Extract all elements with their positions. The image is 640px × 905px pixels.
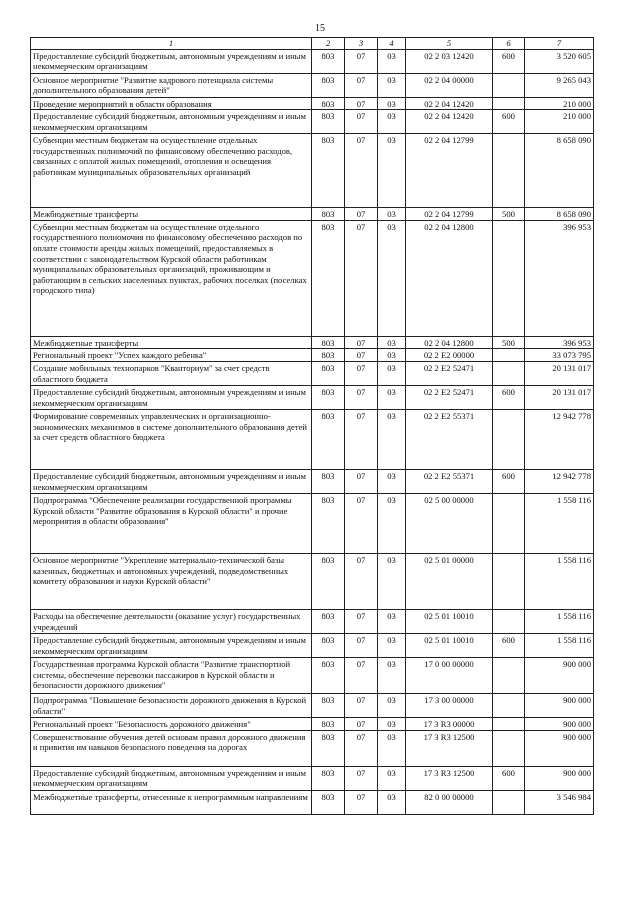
target-article-code: 02 2 E2 52471 <box>406 385 493 409</box>
amount: 20 131 017 <box>525 361 594 385</box>
subsection-code: 03 <box>378 657 406 693</box>
subsection-code: 03 <box>378 49 406 73</box>
expense-type-code <box>493 493 525 553</box>
table-body <box>31 49 594 814</box>
row-name: Создание мобильных технопарков "Кванториум" за счет средств областного бюджета <box>31 361 312 385</box>
expense-type-code: 500 <box>493 336 525 349</box>
ved-code: 803 <box>312 385 345 409</box>
section-code: 07 <box>345 97 378 110</box>
target-article-code: 02 2 E2 55371 <box>406 409 493 469</box>
subsection-code: 03 <box>378 361 406 385</box>
ved-code: 803 <box>312 110 345 134</box>
ved-code: 803 <box>312 493 345 553</box>
subsection-code: 03 <box>378 220 406 336</box>
section-code: 07 <box>345 553 378 609</box>
target-article-code: 82 0 00 00000 <box>406 790 493 814</box>
ved-code: 803 <box>312 766 345 790</box>
ved-code: 803 <box>312 349 345 362</box>
table-row <box>31 336 594 349</box>
expense-type-code <box>493 657 525 693</box>
table-row <box>31 97 594 110</box>
expense-type-code <box>493 717 525 730</box>
subsection-code: 03 <box>378 730 406 766</box>
column-number: 7 <box>525 38 594 50</box>
subsection-code: 03 <box>378 609 406 633</box>
subsection-code: 03 <box>378 208 406 221</box>
subsection-code: 03 <box>378 110 406 134</box>
section-code: 07 <box>345 134 378 208</box>
expense-type-code: 500 <box>493 208 525 221</box>
subsection-code: 03 <box>378 336 406 349</box>
target-article-code: 02 2 03 12420 <box>406 49 493 73</box>
expense-type-code <box>493 361 525 385</box>
expense-type-code <box>493 693 525 717</box>
ved-code: 803 <box>312 469 345 493</box>
section-code: 07 <box>345 110 378 134</box>
column-number: 2 <box>312 38 345 50</box>
section-code: 07 <box>345 790 378 814</box>
target-article-code: 17 3 R3 12500 <box>406 730 493 766</box>
section-code: 07 <box>345 336 378 349</box>
table-row <box>31 609 594 633</box>
subsection-code: 03 <box>378 469 406 493</box>
section-code: 07 <box>345 409 378 469</box>
amount: 1 558 116 <box>525 609 594 633</box>
section-code: 07 <box>345 657 378 693</box>
subsection-code: 03 <box>378 134 406 208</box>
row-name: Межбюджетные трансферты, отнесенные к непрограммным направлениям <box>31 790 312 814</box>
section-code: 07 <box>345 717 378 730</box>
expense-type-code: 600 <box>493 110 525 134</box>
table-row <box>31 49 594 73</box>
row-name: Основное мероприятие "Укрепление материально-технической базы казенных, бюджетных и автономных учреждений, подведомственных комитету образования и науки Курской области" <box>31 553 312 609</box>
column-number-row <box>31 38 594 50</box>
ved-code: 803 <box>312 49 345 73</box>
ved-code: 803 <box>312 409 345 469</box>
table-row <box>31 73 594 97</box>
row-name: Подпрограмма "Повышение безопасности дорожного движения в Курской области" <box>31 693 312 717</box>
ved-code: 803 <box>312 693 345 717</box>
target-article-code: 02 5 01 00000 <box>406 553 493 609</box>
row-name: Предоставление субсидий бюджетным, автономным учреждениям и иным некоммерческим организациям <box>31 469 312 493</box>
ved-code: 803 <box>312 73 345 97</box>
amount: 900 000 <box>525 730 594 766</box>
row-name: Предоставление субсидий бюджетным, автономным учреждениям и иным некоммерческим организациям <box>31 766 312 790</box>
amount: 8 658 090 <box>525 134 594 208</box>
subsection-code: 03 <box>378 766 406 790</box>
amount: 900 000 <box>525 717 594 730</box>
row-name: Расходы на обеспечение деятельности (оказание услуг) государственных учреждений <box>31 609 312 633</box>
subsection-code: 03 <box>378 717 406 730</box>
expense-type-code <box>493 409 525 469</box>
column-number: 1 <box>31 38 312 50</box>
target-article-code: 17 3 00 00000 <box>406 693 493 717</box>
table-row <box>31 409 594 469</box>
table-row <box>31 693 594 717</box>
page-number: 15 <box>315 23 325 34</box>
section-code: 07 <box>345 208 378 221</box>
row-name: Предоставление субсидий бюджетным, автономным учреждениям и иным некоммерческим организациям <box>31 385 312 409</box>
section-code: 07 <box>345 361 378 385</box>
section-code: 07 <box>345 220 378 336</box>
target-article-code: 02 2 E2 55371 <box>406 469 493 493</box>
amount: 1 558 116 <box>525 493 594 553</box>
target-article-code: 17 0 00 00000 <box>406 657 493 693</box>
section-code: 07 <box>345 49 378 73</box>
section-code: 07 <box>345 766 378 790</box>
expense-type-code: 600 <box>493 469 525 493</box>
amount: 396 953 <box>525 336 594 349</box>
table-row <box>31 361 594 385</box>
amount: 210 000 <box>525 97 594 110</box>
expense-type-code <box>493 73 525 97</box>
row-name: Предоставление субсидий бюджетным, автономным учреждениям и иным некоммерческим организациям <box>31 49 312 73</box>
section-code: 07 <box>345 493 378 553</box>
row-name: Субвенции местным бюджетам на осуществление отдельных государственных полномочий по финансовому обеспечению расходов, связанных с оплатой жилых помещений, отопления и освещения работникам муниципальных образовательных организаций <box>31 134 312 208</box>
section-code: 07 <box>345 693 378 717</box>
budget-table <box>30 37 594 815</box>
table-row <box>31 790 594 814</box>
amount: 1 558 116 <box>525 633 594 657</box>
row-name: Региональный проект "Успех каждого ребенка" <box>31 349 312 362</box>
expense-type-code <box>493 134 525 208</box>
subsection-code: 03 <box>378 693 406 717</box>
target-article-code: 02 2 04 12800 <box>406 220 493 336</box>
row-name: Формирование современных управленческих и организационно-экономических механизмов в системе дополнительного образования детей за счет средств областного бюджета <box>31 409 312 469</box>
column-number: 6 <box>493 38 525 50</box>
target-article-code: 02 2 E2 00000 <box>406 349 493 362</box>
ved-code: 803 <box>312 609 345 633</box>
expense-type-code <box>493 730 525 766</box>
expense-type-code <box>493 790 525 814</box>
subsection-code: 03 <box>378 385 406 409</box>
amount: 900 000 <box>525 693 594 717</box>
table-row <box>31 349 594 362</box>
target-article-code: 02 2 04 12799 <box>406 134 493 208</box>
target-article-code: 02 2 04 12799 <box>406 208 493 221</box>
target-article-code: 17 3 R3 00000 <box>406 717 493 730</box>
amount: 33 073 795 <box>525 349 594 362</box>
expense-type-code <box>493 609 525 633</box>
amount: 210 000 <box>525 110 594 134</box>
section-code: 07 <box>345 730 378 766</box>
ved-code: 803 <box>312 633 345 657</box>
amount: 900 000 <box>525 657 594 693</box>
ved-code: 803 <box>312 208 345 221</box>
row-name: Межбюджетные трансферты <box>31 208 312 221</box>
table-row <box>31 385 594 409</box>
target-article-code: 02 5 01 10010 <box>406 633 493 657</box>
expense-type-code <box>493 220 525 336</box>
amount: 3 520 605 <box>525 49 594 73</box>
target-article-code: 02 5 01 10010 <box>406 609 493 633</box>
amount: 900 000 <box>525 766 594 790</box>
table-row <box>31 553 594 609</box>
table-row <box>31 730 594 766</box>
table-row <box>31 220 594 336</box>
row-name: Проведение мероприятий в области образования <box>31 97 312 110</box>
subsection-code: 03 <box>378 553 406 609</box>
row-name: Предоставление субсидий бюджетным, автономным учреждениям и иным некоммерческим организациям <box>31 110 312 134</box>
subsection-code: 03 <box>378 73 406 97</box>
target-article-code: 02 2 04 12800 <box>406 336 493 349</box>
subsection-code: 03 <box>378 633 406 657</box>
row-name: Субвенции местным бюджетам на осуществление отдельного государственного полномочия по финансовому обеспечению расходов по оплате стоимости аренды жилых помещений, предоставляемых в соответствии с законодательством Курской области работникам муниципальных образовательных организаций, проживающим и работающим в сельских населенных пунктах, рабочих поселках (поселках городского типа) <box>31 220 312 336</box>
amount: 20 131 017 <box>525 385 594 409</box>
expense-type-code: 600 <box>493 766 525 790</box>
section-code: 07 <box>345 385 378 409</box>
subsection-code: 03 <box>378 97 406 110</box>
table-row <box>31 633 594 657</box>
target-article-code: 02 2 04 12420 <box>406 110 493 134</box>
table-row <box>31 110 594 134</box>
amount: 1 558 116 <box>525 553 594 609</box>
target-article-code: 02 2 04 12420 <box>406 97 493 110</box>
target-article-code: 02 5 00 00000 <box>406 493 493 553</box>
target-article-code: 02 2 04 00000 <box>406 73 493 97</box>
subsection-code: 03 <box>378 349 406 362</box>
section-code: 07 <box>345 349 378 362</box>
section-code: 07 <box>345 633 378 657</box>
expense-type-code: 600 <box>493 49 525 73</box>
table-row <box>31 469 594 493</box>
amount: 12 942 778 <box>525 469 594 493</box>
table-row <box>31 493 594 553</box>
column-number: 3 <box>345 38 378 50</box>
expense-type-code <box>493 349 525 362</box>
subsection-code: 03 <box>378 493 406 553</box>
amount: 3 546 984 <box>525 790 594 814</box>
expense-type-code: 600 <box>493 385 525 409</box>
ved-code: 803 <box>312 361 345 385</box>
ved-code: 803 <box>312 730 345 766</box>
row-name: Государственная программа Курской области "Развитие транспортной системы, обеспечение перевозки пассажиров в Курской области и безопасности дорожного движения" <box>31 657 312 693</box>
ved-code: 803 <box>312 134 345 208</box>
target-article-code: 17 3 R3 12500 <box>406 766 493 790</box>
amount: 9 265 043 <box>525 73 594 97</box>
ved-code: 803 <box>312 220 345 336</box>
section-code: 07 <box>345 73 378 97</box>
row-name: Предоставление субсидий бюджетным, автономным учреждениям и иным некоммерческим организациям <box>31 633 312 657</box>
ved-code: 803 <box>312 657 345 693</box>
table-row <box>31 717 594 730</box>
section-code: 07 <box>345 609 378 633</box>
row-name: Региональный проект "Безопасность дорожного движения" <box>31 717 312 730</box>
ved-code: 803 <box>312 336 345 349</box>
subsection-code: 03 <box>378 790 406 814</box>
row-name: Подпрограмма "Обеспечение реализации государственной программы Курской области "Развитие образования в Курской области" и прочие мероприятия в области образования" <box>31 493 312 553</box>
amount: 12 942 778 <box>525 409 594 469</box>
table-row <box>31 134 594 208</box>
subsection-code: 03 <box>378 409 406 469</box>
ved-code: 803 <box>312 97 345 110</box>
table-row <box>31 208 594 221</box>
target-article-code: 02 2 E2 52471 <box>406 361 493 385</box>
expense-type-code: 600 <box>493 633 525 657</box>
row-name: Межбюджетные трансферты <box>31 336 312 349</box>
table-row <box>31 657 594 693</box>
ved-code: 803 <box>312 717 345 730</box>
amount: 8 658 090 <box>525 208 594 221</box>
row-name: Совершенствование обучения детей основам правил дорожного движения и привития им навыков безопасного поведения на дорогах <box>31 730 312 766</box>
ved-code: 803 <box>312 790 345 814</box>
table-row <box>31 766 594 790</box>
row-name: Основное мероприятие "Развитие кадрового потенциала системы дополнительного образования детей" <box>31 73 312 97</box>
ved-code: 803 <box>312 553 345 609</box>
section-code: 07 <box>345 469 378 493</box>
expense-type-code <box>493 553 525 609</box>
column-number: 5 <box>406 38 493 50</box>
amount: 396 953 <box>525 220 594 336</box>
column-number: 4 <box>378 38 406 50</box>
expense-type-code <box>493 97 525 110</box>
